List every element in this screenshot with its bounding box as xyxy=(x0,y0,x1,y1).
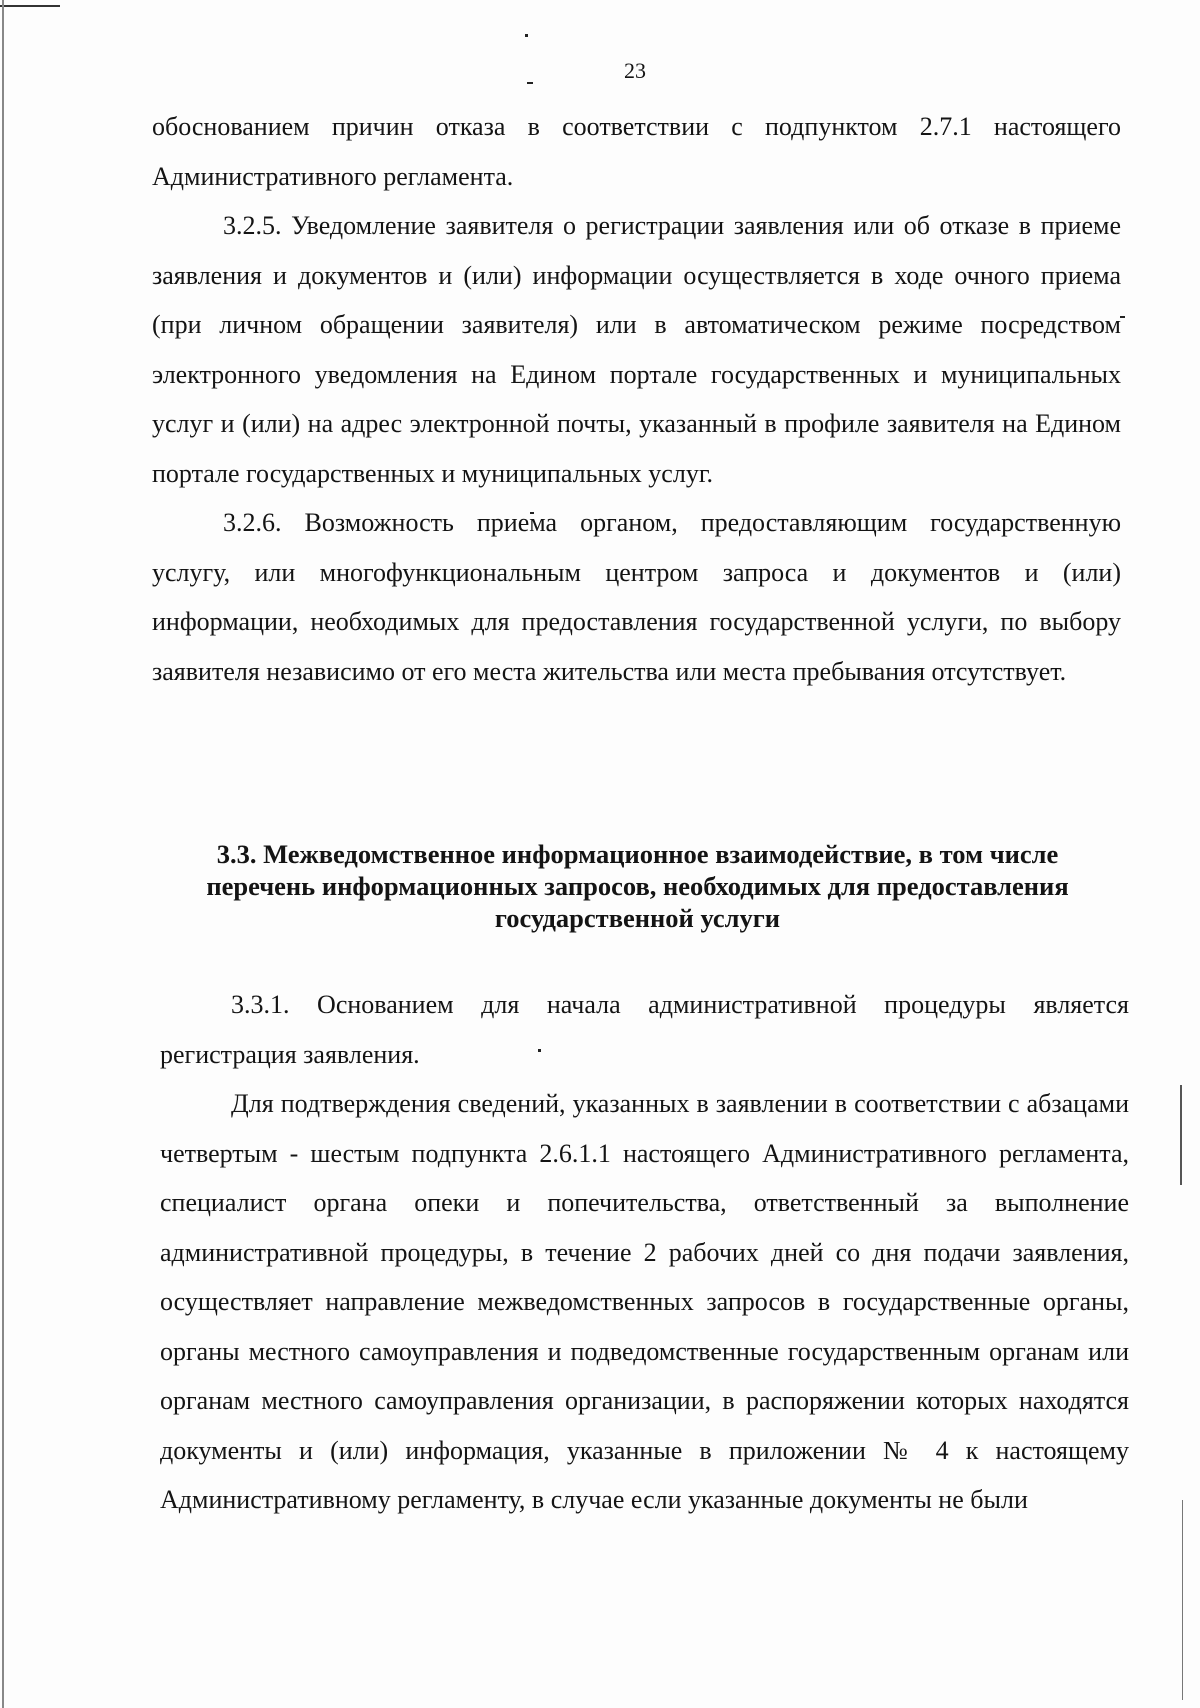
scan-edge-right-lower xyxy=(1182,1500,1183,1700)
scan-dot xyxy=(525,34,528,37)
paragraph-3-2-6: 3.2.6. Возможность приема органом, предоставляющим государственную услугу, или многофункциональным центром запроса и документов и (или) информации, необходимых для предоставления государственной услуги, по выбору заявителя независимо от его места жительства или места пребывания отсутствует. xyxy=(152,508,1121,686)
scan-edge-left xyxy=(2,0,4,1708)
heading-line: перечень информационных запросов, необходимых для предоставления xyxy=(206,871,1069,901)
paragraph-3-3-1: 3.3.1. Основанием для начала административной процедуры является регистрация заявления. xyxy=(160,990,1129,1069)
paragraph-3-2-5: 3.2.5. Уведомление заявителя о регистрации заявления или об отказе в приеме заявления и документов и (или) информации осуществляется в ходе очного приема (при личном обращении заявителя) или в автоматическом режиме посредством электронного уведомления на Едином портале государственных и муниципальных услуг и (или) на адрес электронной почты, указанный в профиле заявителя на Едином портале государственных и муниципальных услуг. xyxy=(152,211,1121,488)
scan-edge-top-left xyxy=(0,5,60,7)
section-heading-3-3 xyxy=(150,838,1125,934)
page-number: 23 xyxy=(624,58,646,83)
body-text-bottom xyxy=(160,980,1129,1525)
body-text-top xyxy=(152,102,1121,696)
heading-line: 3.3. Межведомственное информационное взаимодействие, в том числе xyxy=(216,839,1059,869)
heading-line: государственной услуги xyxy=(494,903,781,933)
paragraph-continuation: обоснованием причин отказа в соответствии с подпунктом 2.7.1 настоящего Административного регламента. xyxy=(152,112,1121,191)
scan-edge-right xyxy=(1180,1085,1182,1185)
paragraph-confirmation: Для подтверждения сведений, указанных в заявлении в соответствии с абзацами четвертым - шестым подпункта 2.6.1.1 настоящего Административного регламента, специалист органа опеки и попечительства, ответственный за выполнение административной процедуры, в течение 2 рабочих дней со дня подачи заявления, осуществляет направление межведомственных запросов в государственные органы, органы местного самоуправления и подведомственные государственным органам или органам местного самоуправления организации, в распоряжении которых находятся документы и (или) информация, указанные в приложении № 4 к настоящему Административному регламенту, в случае если указанные документы не были xyxy=(160,1089,1129,1514)
